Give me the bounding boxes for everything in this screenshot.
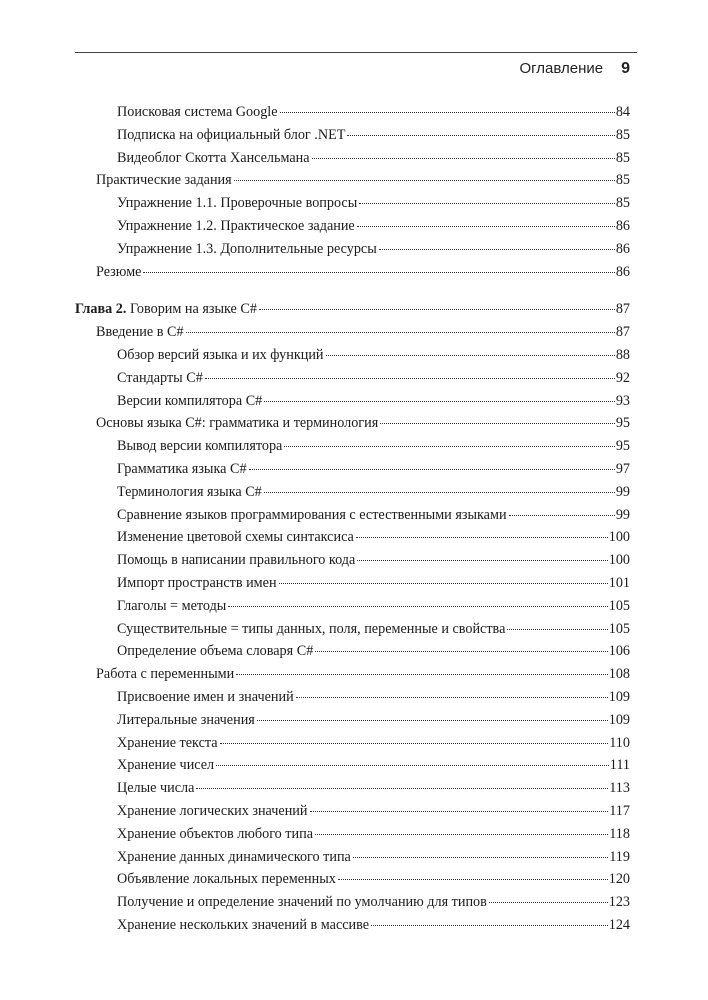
toc-leader-dots (216, 765, 609, 766)
toc-subsection-entry (117, 756, 630, 774)
toc-subsection-entry (117, 217, 630, 235)
toc-page-number: 120 (608, 871, 630, 888)
toc-leader-dots (489, 902, 608, 903)
toc-leader-dots (205, 378, 615, 379)
toc-leader-dots (249, 469, 615, 470)
toc-entry-title: Грамматика языка C# (117, 461, 247, 477)
toc-entry-title: Резюме (96, 263, 142, 280)
toc-entry-title: Хранение нескольких значений в массиве (117, 917, 370, 933)
toc-leader-dots (143, 272, 614, 273)
toc-page-number: 108 (608, 666, 630, 683)
toc-leader-dots (357, 560, 607, 561)
toc-chapter-title: Говорим на языке C# (129, 301, 257, 318)
toc-leader-dots (296, 697, 608, 698)
running-head-title: Оглавление (519, 60, 604, 77)
toc-entry-title: Хранение данных динамического типа (117, 848, 351, 865)
toc-page-number: 101 (608, 575, 630, 591)
toc-page-number: 86 (615, 218, 630, 234)
toc-leader-dots (509, 515, 615, 516)
toc-leader-dots (312, 158, 615, 159)
toc-page-number: 117 (609, 803, 630, 819)
toc-entry-title: Обзор версий языка и их функций (117, 347, 324, 363)
toc-page-number: 85 (615, 172, 630, 189)
toc-subsection-entry (117, 711, 630, 729)
toc-leader-dots (338, 879, 608, 880)
toc-leader-dots (315, 834, 608, 835)
toc-subsection-entry (117, 126, 630, 144)
toc-page-number: 99 (615, 483, 630, 500)
toc-page-number: 85 (615, 149, 630, 166)
toc-leader-dots (259, 309, 615, 310)
toc-page-number: 87 (615, 301, 630, 318)
toc-page-number: 97 (615, 461, 630, 477)
toc-leader-dots (257, 720, 608, 721)
toc-leader-dots (379, 249, 615, 250)
toc-subsection-entry (117, 597, 630, 615)
toc-subsection-entry (117, 848, 630, 866)
toc-entry-title: Упражнение 1.2. Практическое задание (117, 218, 355, 234)
toc-leader-dots (264, 492, 615, 493)
toc-chapter-entry (75, 300, 630, 318)
toc-leader-dots (315, 651, 607, 652)
toc-subsection-entry (117, 574, 630, 592)
toc-page-number: 123 (608, 894, 630, 911)
toc-subsection-entry (117, 194, 630, 212)
toc-leader-dots (326, 355, 615, 356)
toc-leader-dots (220, 743, 609, 744)
toc-entry-title: Хранение объектов любого типа (117, 825, 313, 842)
toc-subsection-entry (117, 103, 630, 121)
toc-subsection-entry (117, 528, 630, 546)
toc-entry-title: Введение в C# (96, 324, 184, 341)
toc-leader-dots (347, 135, 614, 136)
toc-page-number: 93 (615, 392, 630, 409)
toc-section-entry (96, 665, 630, 683)
toc-page-number: 113 (609, 780, 630, 797)
toc-subsection-entry (117, 916, 630, 934)
toc-page-number: 106 (608, 643, 630, 660)
toc-page-number: 109 (608, 711, 630, 728)
toc-subsection-entry (117, 240, 630, 258)
toc-subsection-entry (117, 802, 630, 820)
toc-entry-title: Получение и определение значений по умолчанию для типов (117, 894, 487, 911)
toc-entry-title: Поисковая система Google (117, 104, 278, 120)
toc-entry-title: Определение объема словаря C# (117, 643, 314, 660)
toc-chapter-number: Глава 2. (75, 301, 127, 318)
toc-entry-title: Объявление локальных переменных (117, 871, 336, 888)
toc-entry-title: Целые числа (117, 780, 195, 797)
toc-page-number: 92 (615, 369, 630, 386)
toc-leader-dots (236, 674, 608, 675)
toc-entry-title: Существительные = типы данных, поля, переменные и свойства (117, 620, 506, 637)
toc-entry-title: Стандарты C# (117, 369, 203, 386)
toc-page-number: 95 (615, 438, 630, 455)
toc-page-number: 105 (608, 597, 630, 614)
toc-entry-title: Сравнение языков программирования с естественными языками (117, 506, 507, 523)
toc-leader-dots (264, 401, 615, 402)
toc-entry-title: Присвоение имен и значений (117, 689, 294, 705)
toc-subsection-entry (117, 346, 630, 364)
toc-leader-dots (279, 583, 608, 584)
toc-subsection-entry (117, 620, 630, 638)
toc-page-number: 109 (608, 689, 630, 705)
toc-entry-title: Работа с переменными (96, 666, 235, 683)
toc-leader-dots (371, 925, 608, 926)
toc-page-number: 85 (615, 195, 630, 212)
toc-leader-dots (356, 537, 608, 538)
toc-entry-title: Литеральные значения (117, 711, 255, 728)
toc-entry-title: Вывод версии компилятора (117, 438, 283, 455)
toc-page-number: 110 (609, 734, 630, 751)
toc-subsection-entry (117, 779, 630, 797)
toc-entry-title (75, 300, 257, 318)
toc-page-number: 84 (615, 104, 630, 120)
toc-page-number: 119 (609, 848, 630, 865)
toc-leader-dots (507, 629, 607, 630)
toc-entry-title: Хранение текста (117, 734, 218, 751)
toc-leader-dots (380, 423, 615, 424)
toc-page-number: 111 (609, 757, 630, 774)
toc-page-number: 118 (609, 825, 630, 842)
toc-subsection-entry (117, 460, 630, 478)
toc-leader-dots (280, 112, 615, 113)
toc-leader-dots (196, 788, 608, 789)
toc-section-entry (96, 323, 630, 341)
toc-page-number: 95 (615, 415, 630, 432)
toc-entry-title: Помощь в написании правильного кода (117, 552, 356, 569)
toc-page-number: 105 (608, 620, 630, 637)
toc-section-entry (96, 263, 630, 281)
toc-leader-dots (234, 180, 615, 181)
toc-entry-title: Версии компилятора C# (117, 392, 263, 409)
toc-entry-title: Практические задания (96, 172, 232, 189)
toc-section-entry (96, 171, 630, 189)
toc-page-number: 100 (608, 529, 630, 546)
toc-page-number: 87 (615, 324, 630, 341)
toc-page-number: 124 (608, 917, 630, 933)
toc-entry-title: Видеоблог Скотта Хансельмана (117, 149, 310, 166)
toc-page-number: 86 (615, 263, 630, 280)
toc-entry-title: Подписка на официальный блог .NET (117, 126, 346, 143)
toc-subsection-entry (117, 483, 630, 501)
toc-subsection-entry (117, 642, 630, 660)
toc-subsection-entry (117, 734, 630, 752)
toc-page-number: 85 (615, 126, 630, 143)
toc-section-entry (96, 414, 630, 432)
toc-entry-title: Терминология языка C# (117, 483, 262, 500)
toc-entry-title: Упражнение 1.1. Проверочные вопросы (117, 195, 358, 212)
toc-leader-dots (359, 203, 615, 204)
toc-page-number: 100 (608, 552, 630, 569)
toc-subsection-entry (117, 506, 630, 524)
toc-leader-dots (353, 857, 608, 858)
toc-leader-dots (310, 811, 609, 812)
toc-leader-dots (357, 226, 615, 227)
toc-page-number: 99 (615, 506, 630, 523)
toc-subsection-entry (117, 149, 630, 167)
toc-entry-title: Хранение логических значений (117, 803, 308, 819)
toc-page-number: 86 (615, 240, 630, 257)
toc-subsection-entry (117, 551, 630, 569)
toc-subsection-entry (117, 893, 630, 911)
toc-subsection-entry (117, 392, 630, 410)
toc-page-number: 88 (615, 347, 630, 363)
toc-subsection-entry (117, 825, 630, 843)
page-number: 9 (621, 60, 630, 77)
toc-entry-title: Изменение цветовой схемы синтаксиса (117, 529, 354, 546)
toc-leader-dots (228, 606, 607, 607)
toc-leader-dots (186, 332, 615, 333)
toc-entry-title: Упражнение 1.3. Дополнительные ресурсы (117, 240, 377, 257)
toc-entry-title: Основы языка C#: грамматика и терминология (96, 415, 379, 432)
toc-leader-dots (284, 446, 614, 447)
toc-entry-title: Импорт пространств имен (117, 575, 277, 591)
toc-subsection-entry (117, 369, 630, 387)
toc-subsection-entry (117, 870, 630, 888)
toc-subsection-entry (117, 437, 630, 455)
toc-subsection-entry (117, 688, 630, 706)
toc-entry-title: Глаголы = методы (117, 597, 227, 614)
toc-entry-title: Хранение чисел (117, 757, 215, 774)
